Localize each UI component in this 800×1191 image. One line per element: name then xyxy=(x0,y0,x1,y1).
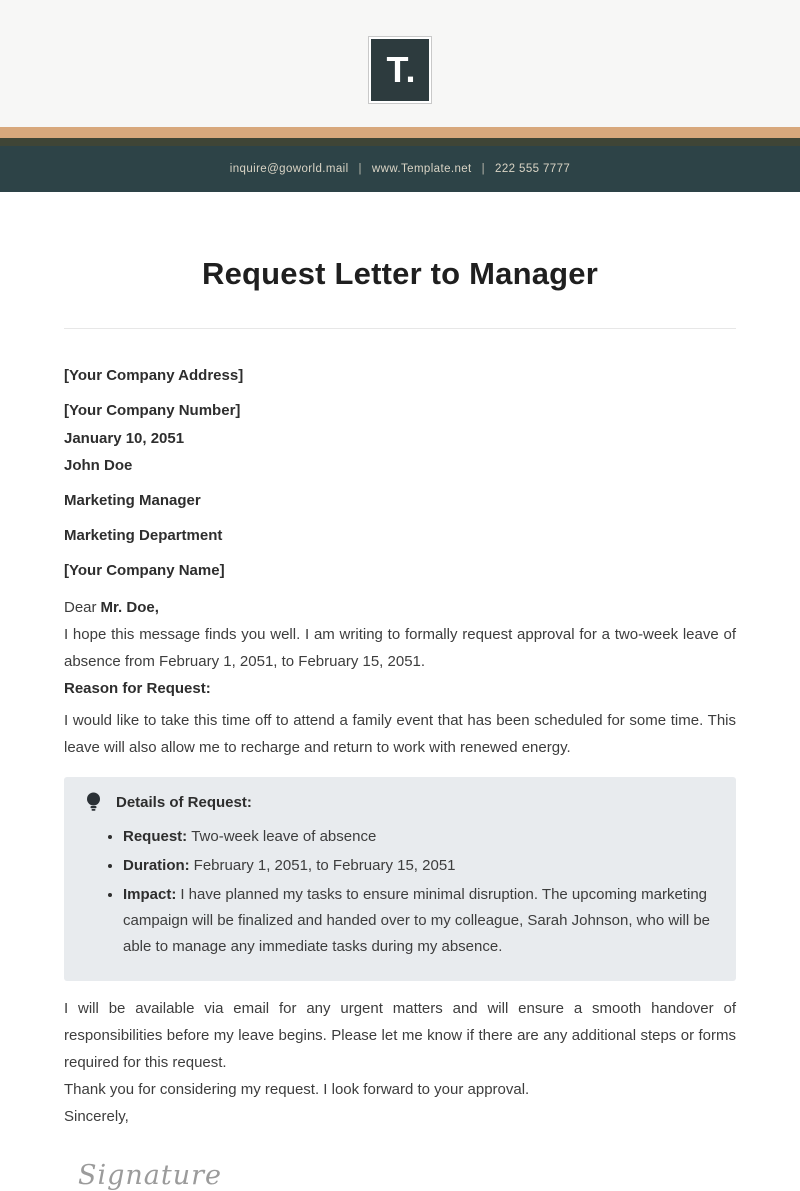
sender-department: Marketing Department xyxy=(64,527,223,544)
bullet-label: Duration: xyxy=(123,857,190,874)
details-of-request-box xyxy=(64,777,736,981)
lightbulb-icon xyxy=(86,792,101,812)
bullet-label: Impact: xyxy=(123,886,177,903)
accent-stripe-tan xyxy=(0,127,800,138)
accent-stripe-olive xyxy=(0,138,800,146)
company-number-line: [Your Company Number] xyxy=(64,402,241,419)
title-divider xyxy=(64,328,736,329)
signature-script: Signature xyxy=(78,1160,223,1191)
contact-info-bar xyxy=(0,146,800,192)
list-item xyxy=(123,853,716,879)
sender-name: John Doe xyxy=(64,457,133,474)
bullet-text: Two-week leave of absence xyxy=(191,828,377,845)
contact-separator: | xyxy=(481,163,486,175)
document-title: Request Letter to Manager xyxy=(201,256,598,291)
intro-paragraph: I hope this message finds you well. I am writing to formally request approval for a two-week leave of absence from February 1, 2051, to February 15, 2051. xyxy=(64,626,736,670)
details-heading: Details of Request: xyxy=(116,793,252,811)
bullet-label: Request: xyxy=(123,828,188,845)
company-name-line: [Your Company Name] xyxy=(64,562,225,579)
letter-body xyxy=(0,256,800,1191)
list-item xyxy=(123,824,716,850)
logo-monogram: T. xyxy=(386,48,417,90)
bullet-text: February 1, 2051, to February 15, 2051 xyxy=(193,857,456,874)
details-list xyxy=(123,824,716,960)
company-address-line: [Your Company Address] xyxy=(64,367,244,384)
details-header xyxy=(86,792,716,812)
contact-website: www.Template.net xyxy=(371,163,472,175)
bullet-text: I have planned my tasks to ensure minimal disruption. The upcoming marketing campaign will be finalized and handed over to my colleague, Sarah Johnson, who will be able to manage any immediate tasks during my absence. xyxy=(123,886,711,955)
reason-paragraph: I would like to take this time off to attend a family event that has been scheduled for some time. This leave will also allow me to recharge and return to work with renewed energy. xyxy=(64,712,736,756)
thanks-line: Thank you for considering my request. I look forward to your approval. xyxy=(64,1081,530,1098)
salutation xyxy=(64,594,736,621)
availability-paragraph: I will be available via email for any urgent matters and will ensure a smooth handover of responsibilities before my leave begins. Please let me know if there are any additional steps or forms required for this request. xyxy=(64,1000,736,1071)
sender-title: Marketing Manager xyxy=(64,492,201,509)
letter-date: January 10, 2051 xyxy=(64,430,185,447)
letterhead-top-band xyxy=(0,0,800,127)
contact-separator: | xyxy=(358,163,362,175)
recipient-name: Mr. Doe, xyxy=(100,599,159,616)
template-net-logo xyxy=(369,37,431,103)
list-item xyxy=(123,882,716,960)
contact-phone: 222 555 7777 xyxy=(495,163,571,175)
salutation-prefix: Dear xyxy=(64,599,97,616)
reason-heading: Reason for Request: xyxy=(64,680,211,697)
closing-salutation: Sincerely, xyxy=(64,1108,129,1125)
contact-email: inquire@goworld.mail xyxy=(229,163,349,175)
